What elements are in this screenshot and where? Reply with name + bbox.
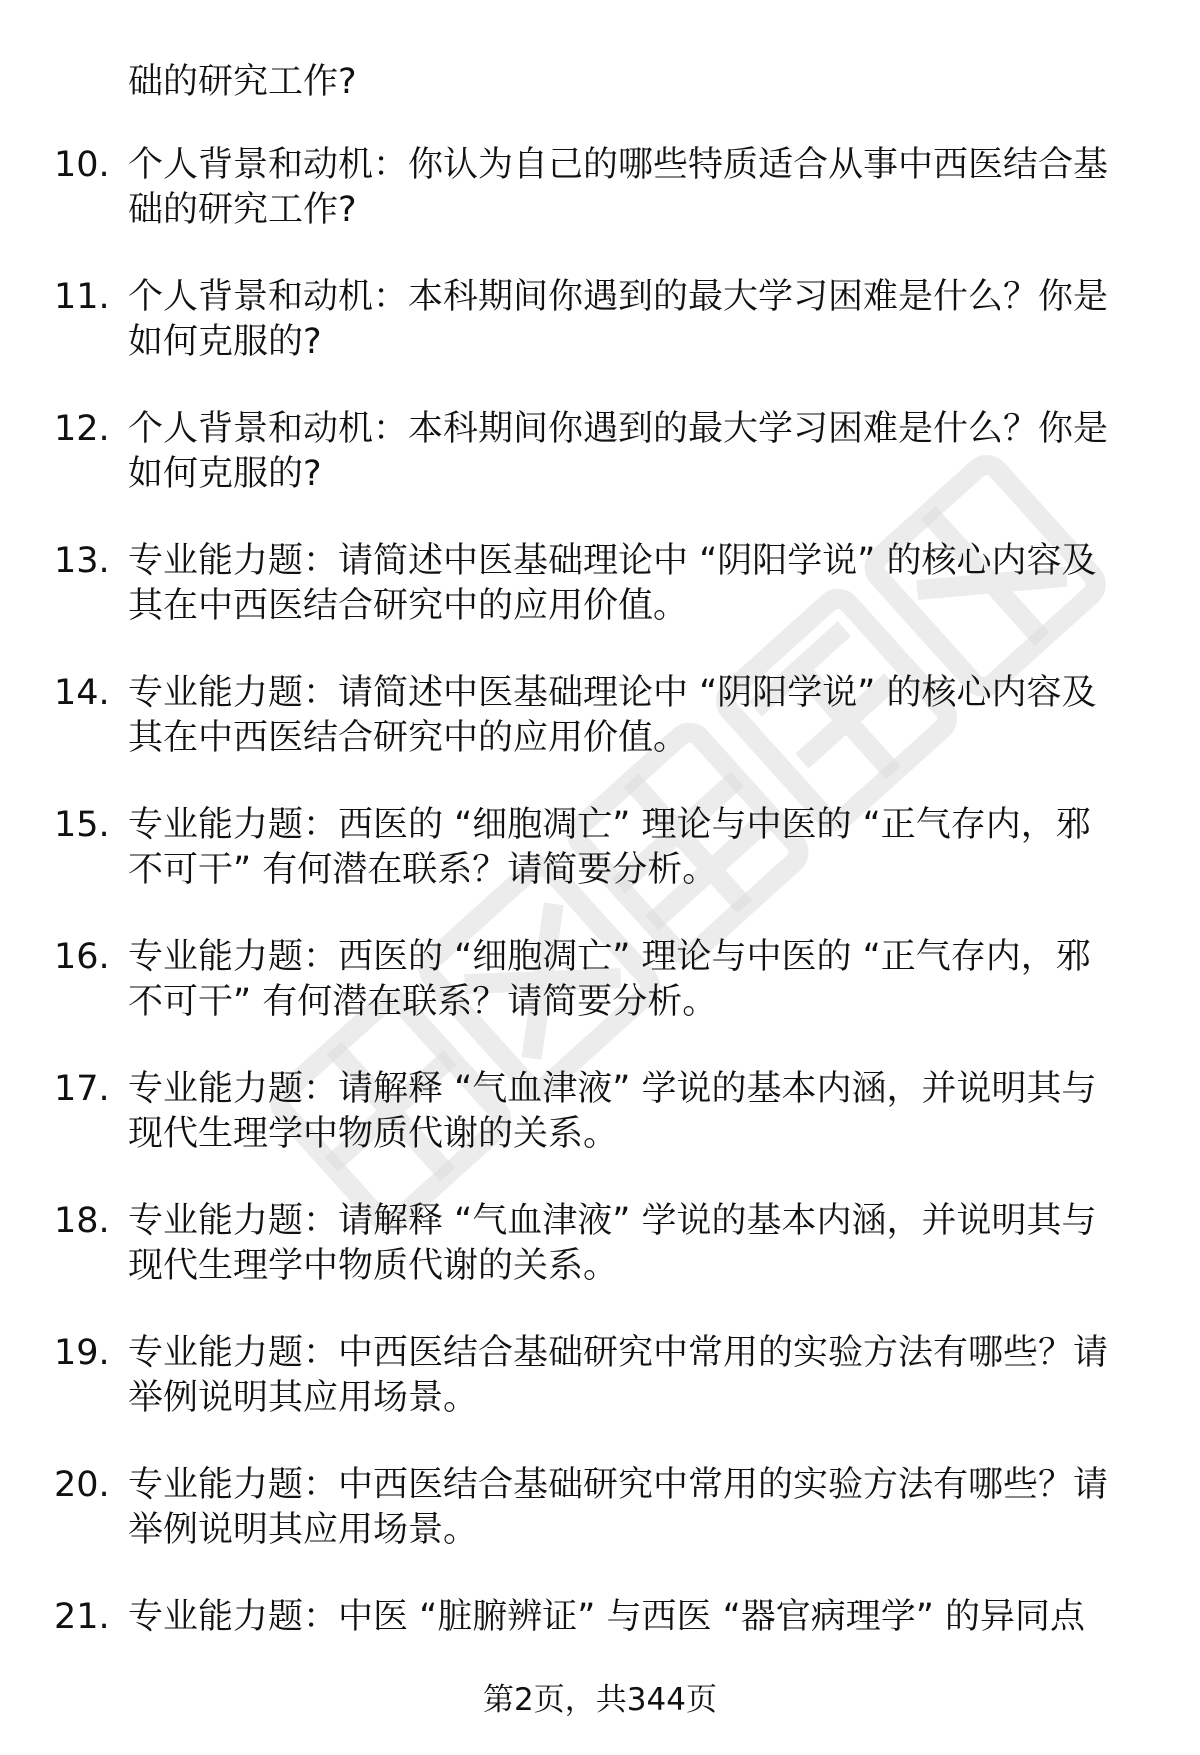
question-item <box>0 521 1200 653</box>
question-number: 16. <box>54 937 110 977</box>
question-text-line: 专业能力题：请简述中医基础理论中 “阴阳学说” 的核心内容及 <box>128 673 1097 713</box>
question-item <box>0 1181 1200 1313</box>
question-number: 18. <box>54 1201 110 1241</box>
question-text <box>128 275 1140 365</box>
question-text-line: 举例说明其应用场景。 <box>128 1378 479 1418</box>
question-text-line: 个人背景和动机：本科期间你遇到的最大学习困难是什么？你是 <box>128 409 1109 449</box>
question-text <box>128 407 1140 497</box>
question-number: 20. <box>54 1465 110 1505</box>
question-text-line: 其在中西医结合研究中的应用价值。 <box>128 718 689 758</box>
question-text-line: 其在中西医结合研究中的应用价值。 <box>128 586 689 626</box>
question-text <box>128 539 1140 629</box>
question-text-line: 个人背景和动机：你认为自己的哪些特质适合从事中西医结合基 <box>128 145 1109 185</box>
question-text-line: 现代生理学中物质代谢的关系。 <box>128 1246 619 1286</box>
question-text-line: 不可干” 有何潜在联系？请简要分析。 <box>128 982 718 1022</box>
question-text <box>128 1067 1140 1157</box>
question-item <box>0 389 1200 521</box>
question-number: 11. <box>54 277 110 317</box>
question-text-line: 专业能力题：请解释 “气血津液” 学说的基本内涵，并说明其与 <box>128 1069 1097 1109</box>
question-text <box>128 1199 1140 1289</box>
question-item <box>0 1313 1200 1445</box>
question-number: 21. <box>54 1597 110 1637</box>
question-number: 10. <box>54 145 110 185</box>
question-text-line: 专业能力题：中医 “脏腑辨证” 与西医 “器官病理学” 的异同点 <box>128 1597 1086 1637</box>
question-text-line: 不可干” 有何潜在联系？请简要分析。 <box>128 850 718 890</box>
question-number: 17. <box>54 1069 110 1109</box>
page-footer: 第2页，共344页 <box>483 1682 717 1718</box>
question-item <box>0 1049 1200 1181</box>
question-text <box>128 1331 1140 1421</box>
question-list <box>0 125 1200 1709</box>
question-item <box>0 917 1200 1049</box>
question-number: 13. <box>54 541 110 581</box>
question-text-line: 专业能力题：请解释 “气血津液” 学说的基本内涵，并说明其与 <box>128 1201 1097 1241</box>
question-number: 15. <box>54 805 110 845</box>
question-text <box>128 143 1140 233</box>
question-text-line: 专业能力题：请简述中医基础理论中 “阴阳学说” 的核心内容及 <box>128 541 1097 581</box>
question-text-line: 础的研究工作? <box>128 190 357 230</box>
question-item <box>0 1445 1200 1577</box>
question-text-line: 个人背景和动机：本科期间你遇到的最大学习困难是什么？你是 <box>128 277 1109 317</box>
question-item <box>0 125 1200 257</box>
question-text-line: 现代生理学中物质代谢的关系。 <box>128 1114 619 1154</box>
question-text-line: 专业能力题：中西医结合基础研究中常用的实验方法有哪些？请 <box>128 1333 1109 1373</box>
question-item <box>0 785 1200 917</box>
question-text-line: 专业能力题：中西医结合基础研究中常用的实验方法有哪些？请 <box>128 1465 1109 1505</box>
question-text-line: 专业能力题：西医的 “细胞凋亡” 理论与中医的 “正气存内，邪 <box>128 937 1091 977</box>
question-item <box>0 257 1200 389</box>
question-item <box>0 653 1200 785</box>
continuation-line: 础的研究工作? <box>128 62 357 102</box>
question-text <box>128 1595 1140 1640</box>
question-number: 19. <box>54 1333 110 1373</box>
question-text-line: 如何克服的? <box>128 322 322 362</box>
question-text <box>128 671 1140 761</box>
question-number: 12. <box>54 409 110 449</box>
question-text-line: 举例说明其应用场景。 <box>128 1510 479 1550</box>
question-text <box>128 803 1140 893</box>
question-text-line: 如何克服的? <box>128 454 322 494</box>
question-text <box>128 935 1140 1025</box>
question-number: 14. <box>54 673 110 713</box>
question-text-line: 专业能力题：西医的 “细胞凋亡” 理论与中医的 “正气存内，邪 <box>128 805 1091 845</box>
question-text <box>128 1463 1140 1553</box>
